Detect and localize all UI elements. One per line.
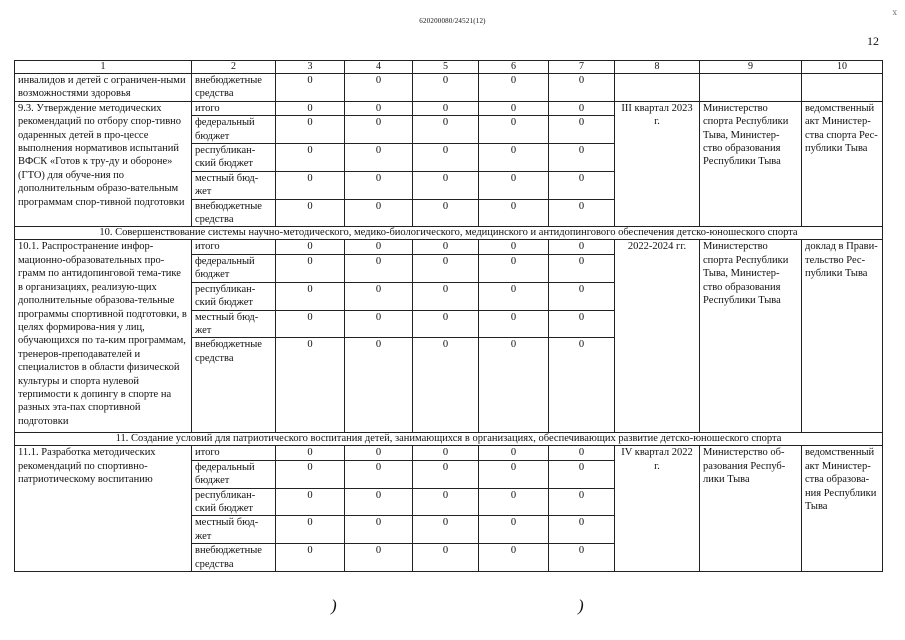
column-number: 9: [700, 61, 802, 74]
value-cell: 0: [276, 544, 345, 572]
value-cell: 0: [413, 74, 479, 102]
value-cell: 0: [549, 516, 615, 544]
funding-source: итого: [192, 240, 276, 254]
section-row: [15, 433, 883, 446]
funding-source: местный бюд-жет: [192, 310, 276, 338]
funding-source: федеральный бюджет: [192, 460, 276, 488]
column-number: 6: [479, 61, 549, 74]
measure-description: 9.3. Утверждение методических рекомендаций по отбору спор-тивно одаренных детей в про-цессе выполнения нормативов испытаний ВФСК «Готов к тру-ду и обороне» (ГТО) для обуче-ния по дополнительным образо-вательным программам спор-тивной подготовки: [15, 101, 192, 227]
value-cell: 0: [549, 199, 615, 227]
value-cell: 0: [345, 446, 413, 460]
measure-description: 10.1. Распространение инфор-мационно-образовательных про-грамм по антидопинговой тема-тике в организациях, реализую-щих дополнительные образова-тельные программы спортивной подготовки, в целях формирова-ния у лиц, обучающихся по та-ким программам, тренеров-преподавателей и специалистов в области физической культуры и спорта нулевой терпимости к допингу в спорте на разных эта-пах спортивной подготовки: [15, 240, 192, 433]
value-cell: 0: [413, 240, 479, 254]
value-cell: 0: [413, 282, 479, 310]
column-number: 5: [413, 61, 479, 74]
value-cell: 0: [479, 488, 549, 516]
value-cell: 0: [345, 254, 413, 282]
value-cell: 0: [479, 199, 549, 227]
value-cell: 0: [479, 254, 549, 282]
term-cell: 2022-2024 гг.: [615, 240, 700, 433]
value-cell: 0: [345, 199, 413, 227]
value-cell: 0: [276, 74, 345, 102]
result-cell: ведомственный акт Министер-ства спорта Рес-публики Тыва: [802, 101, 883, 227]
value-cell: 0: [413, 199, 479, 227]
term-cell: III квартал 2023 г.: [615, 101, 700, 227]
value-cell: 0: [276, 488, 345, 516]
table-row: [15, 446, 883, 460]
value-cell: 0: [479, 240, 549, 254]
value-cell: 0: [549, 171, 615, 199]
funding-source: итого: [192, 101, 276, 115]
value-cell: 0: [479, 338, 549, 433]
value-cell: 0: [479, 74, 549, 102]
value-cell: 0: [413, 460, 479, 488]
value-cell: 0: [345, 516, 413, 544]
value-cell: 0: [276, 282, 345, 310]
table-row: [15, 101, 883, 115]
column-number: 10: [802, 61, 883, 74]
column-numbers-row: [15, 61, 883, 74]
executor-cell: [700, 74, 802, 102]
value-cell: 0: [345, 282, 413, 310]
corner-scan-mark: ⅹ: [892, 8, 897, 17]
value-cell: 0: [549, 446, 615, 460]
table-row: [15, 74, 883, 102]
value-cell: 0: [413, 516, 479, 544]
page-number: 12: [867, 34, 879, 48]
value-cell: 0: [413, 338, 479, 433]
funding-source: внебюджетные средства: [192, 74, 276, 102]
funding-source: федеральный бюджет: [192, 254, 276, 282]
measure-description: 11.1. Разработка методических рекомендаций по спортивно-патриотическому воспитанию: [15, 446, 192, 572]
funding-source: республикан-ский бюджет: [192, 144, 276, 172]
value-cell: 0: [549, 460, 615, 488]
value-cell: 0: [413, 144, 479, 172]
funding-source: внебюджетные средства: [192, 338, 276, 433]
value-cell: 0: [549, 116, 615, 144]
result-cell: ведомственный акт Министер-ства образова-ния Республики Тыва: [802, 446, 883, 572]
value-cell: 0: [345, 460, 413, 488]
column-number: 7: [549, 61, 615, 74]
value-cell: 0: [479, 116, 549, 144]
value-cell: 0: [276, 338, 345, 433]
value-cell: 0: [276, 116, 345, 144]
value-cell: 0: [549, 74, 615, 102]
value-cell: 0: [479, 460, 549, 488]
executor-cell: Министерство спорта Республики Тыва, Министер-ство образования Республики Тыва: [700, 240, 802, 433]
section-title: 11. Создание условий для патриотического воспитания детей, занимающихся в организациях, обеспечивающих развитие детско-юношеского спорта: [15, 433, 883, 446]
executor-cell: Министерство спорта Республики Тыва, Министер-ство образования Республики Тыва: [700, 101, 802, 227]
value-cell: 0: [345, 74, 413, 102]
value-cell: 0: [345, 488, 413, 516]
value-cell: 0: [345, 171, 413, 199]
value-cell: 0: [479, 446, 549, 460]
value-cell: 0: [549, 488, 615, 516]
value-cell: 0: [276, 240, 345, 254]
value-cell: 0: [479, 171, 549, 199]
value-cell: 0: [413, 544, 479, 572]
funding-source: федеральный бюджет: [192, 116, 276, 144]
value-cell: 0: [413, 116, 479, 144]
value-cell: 0: [479, 144, 549, 172]
value-cell: 0: [479, 310, 549, 338]
value-cell: 0: [276, 516, 345, 544]
funding-source: республикан-ский бюджет: [192, 282, 276, 310]
funding-source: внебюджетные средства: [192, 544, 276, 572]
value-cell: 0: [276, 171, 345, 199]
funding-source: местный бюд-жет: [192, 171, 276, 199]
funding-source: республикан-ский бюджет: [192, 488, 276, 516]
column-number: 2: [192, 61, 276, 74]
scan-mark: ): [578, 596, 584, 615]
value-cell: 0: [276, 254, 345, 282]
value-cell: 0: [549, 144, 615, 172]
value-cell: 0: [345, 116, 413, 144]
value-cell: 0: [413, 101, 479, 115]
section-title: 10. Совершенствование системы научно-методического, медико-биологического, медицинского и антидопингового обеспечения детско-юношеского спорта: [15, 227, 883, 240]
measure-description: инвалидов и детей с ограничен-ными возможностями здоровья: [15, 74, 192, 102]
value-cell: 0: [345, 144, 413, 172]
value-cell: 0: [413, 310, 479, 338]
value-cell: 0: [345, 101, 413, 115]
column-number: 1: [15, 61, 192, 74]
term-cell: IV квартал 2022 г.: [615, 446, 700, 572]
value-cell: 0: [345, 544, 413, 572]
term-cell: [615, 74, 700, 102]
column-number: 4: [345, 61, 413, 74]
value-cell: 0: [479, 516, 549, 544]
scan-mark: ): [331, 596, 337, 615]
value-cell: 0: [549, 254, 615, 282]
document-id: 620200080/24521(12): [419, 17, 486, 25]
value-cell: 0: [479, 101, 549, 115]
value-cell: 0: [276, 144, 345, 172]
value-cell: 0: [479, 282, 549, 310]
value-cell: 0: [276, 199, 345, 227]
value-cell: 0: [549, 282, 615, 310]
value-cell: 0: [276, 446, 345, 460]
program-table: [14, 60, 883, 572]
value-cell: 0: [413, 171, 479, 199]
column-number: 3: [276, 61, 345, 74]
value-cell: 0: [549, 240, 615, 254]
value-cell: 0: [345, 240, 413, 254]
value-cell: 0: [276, 460, 345, 488]
column-number: 8: [615, 61, 700, 74]
value-cell: 0: [345, 338, 413, 433]
value-cell: 0: [549, 310, 615, 338]
value-cell: 0: [549, 338, 615, 433]
result-cell: [802, 74, 883, 102]
funding-source: местный бюд-жет: [192, 516, 276, 544]
funding-source: итого: [192, 446, 276, 460]
result-cell: доклад в Прави-тельство Рес-публики Тыва: [802, 240, 883, 433]
executor-cell: Министерство об-разования Респуб-лики Тыва: [700, 446, 802, 572]
section-row: [15, 227, 883, 240]
value-cell: 0: [413, 254, 479, 282]
value-cell: 0: [413, 446, 479, 460]
value-cell: 0: [479, 544, 549, 572]
value-cell: 0: [345, 310, 413, 338]
value-cell: 0: [276, 310, 345, 338]
funding-source: внебюджетные средства: [192, 199, 276, 227]
value-cell: 0: [276, 101, 345, 115]
value-cell: 0: [549, 101, 615, 115]
table-row: [15, 240, 883, 254]
value-cell: 0: [549, 544, 615, 572]
value-cell: 0: [413, 488, 479, 516]
